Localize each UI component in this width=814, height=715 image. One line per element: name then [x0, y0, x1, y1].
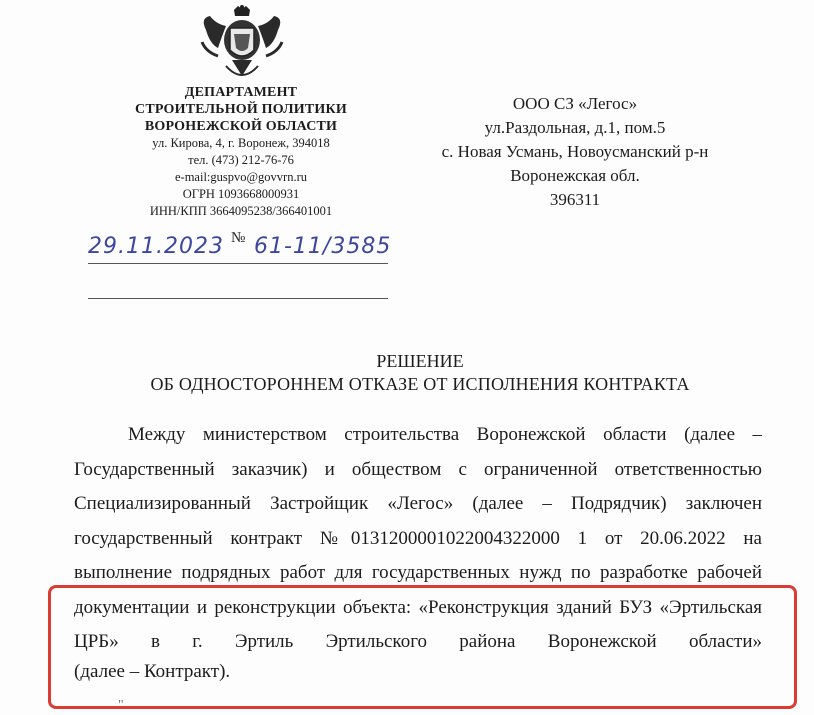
body-paragraph-text: Между министерством строительства Воронежской области (далее – Государственный заказчик) и обществом с ограниченной ответственностью Специализированный Застройщик «Легос» (далее – Подрядчик) заключен государственный контракт №0131200001022004322000 1 от 20.06.2022 на выполнение подрядных работ для государственных нужд по разработке рабочей документации и реконструкции объекта: «Реконструкция зданий БУЗ «Эртильская ЦРБ» в г. Эртиль Эртильского района Воронежской области»: [74, 424, 762, 652]
dept-inn-kpp: ИНН/КПП 3664095238/366401001: [149, 204, 333, 218]
addressee-street: ул.Раздольная, д.1, пом.5: [484, 118, 666, 137]
highlight-annotation-box: [48, 585, 797, 709]
addressee-company: ООО СЗ «Легос»: [512, 94, 638, 113]
department-letterhead: [96, 84, 386, 220]
coat-of-arms-icon: [196, 4, 288, 88]
reference-underline: [88, 263, 388, 264]
document-title: [60, 350, 780, 396]
number-sign: №: [231, 230, 247, 246]
dept-title-line3: ВОРОНЕЖСКОЙ ОБЛАСТИ: [144, 119, 338, 134]
addressee-block: [400, 92, 750, 212]
dept-ogrn: ОГРН 1093668000931: [182, 187, 300, 201]
dept-title-line2: СТРОИТЕЛЬНОЙ ПОЛИТИКИ: [135, 102, 347, 117]
addressee-town: с. Новая Усмань, Новоусманский р-н: [441, 142, 709, 161]
dept-phone: тел. (473) 212-76-76: [188, 153, 294, 167]
handwritten-date: 29.11.2023: [88, 234, 224, 259]
addressee-region: Воронежская обл.: [510, 166, 640, 185]
dept-address: ул. Кирова, 4, г. Воронеж, 394018: [152, 136, 330, 150]
addressee-postcode: 396311: [549, 190, 601, 209]
body-last-line: (далее – Контракт).: [74, 661, 231, 682]
dept-email: e-mail:guspvo@govvrn.ru: [175, 170, 307, 184]
dept-title-line1: ДЕПАРТАМЕНТ: [184, 85, 298, 100]
handwritten-number: 61-11/3585: [254, 234, 392, 259]
title-line1: РЕШЕНИЕ: [376, 351, 464, 371]
title-line2: ОБ ОДНОСТОРОННЕМ ОТКАЗЕ ОТ ИСПОЛНЕНИЯ КОНТРАКТА: [150, 374, 690, 394]
cut-off-text: ": [118, 698, 124, 713]
reply-underline: [88, 298, 388, 299]
